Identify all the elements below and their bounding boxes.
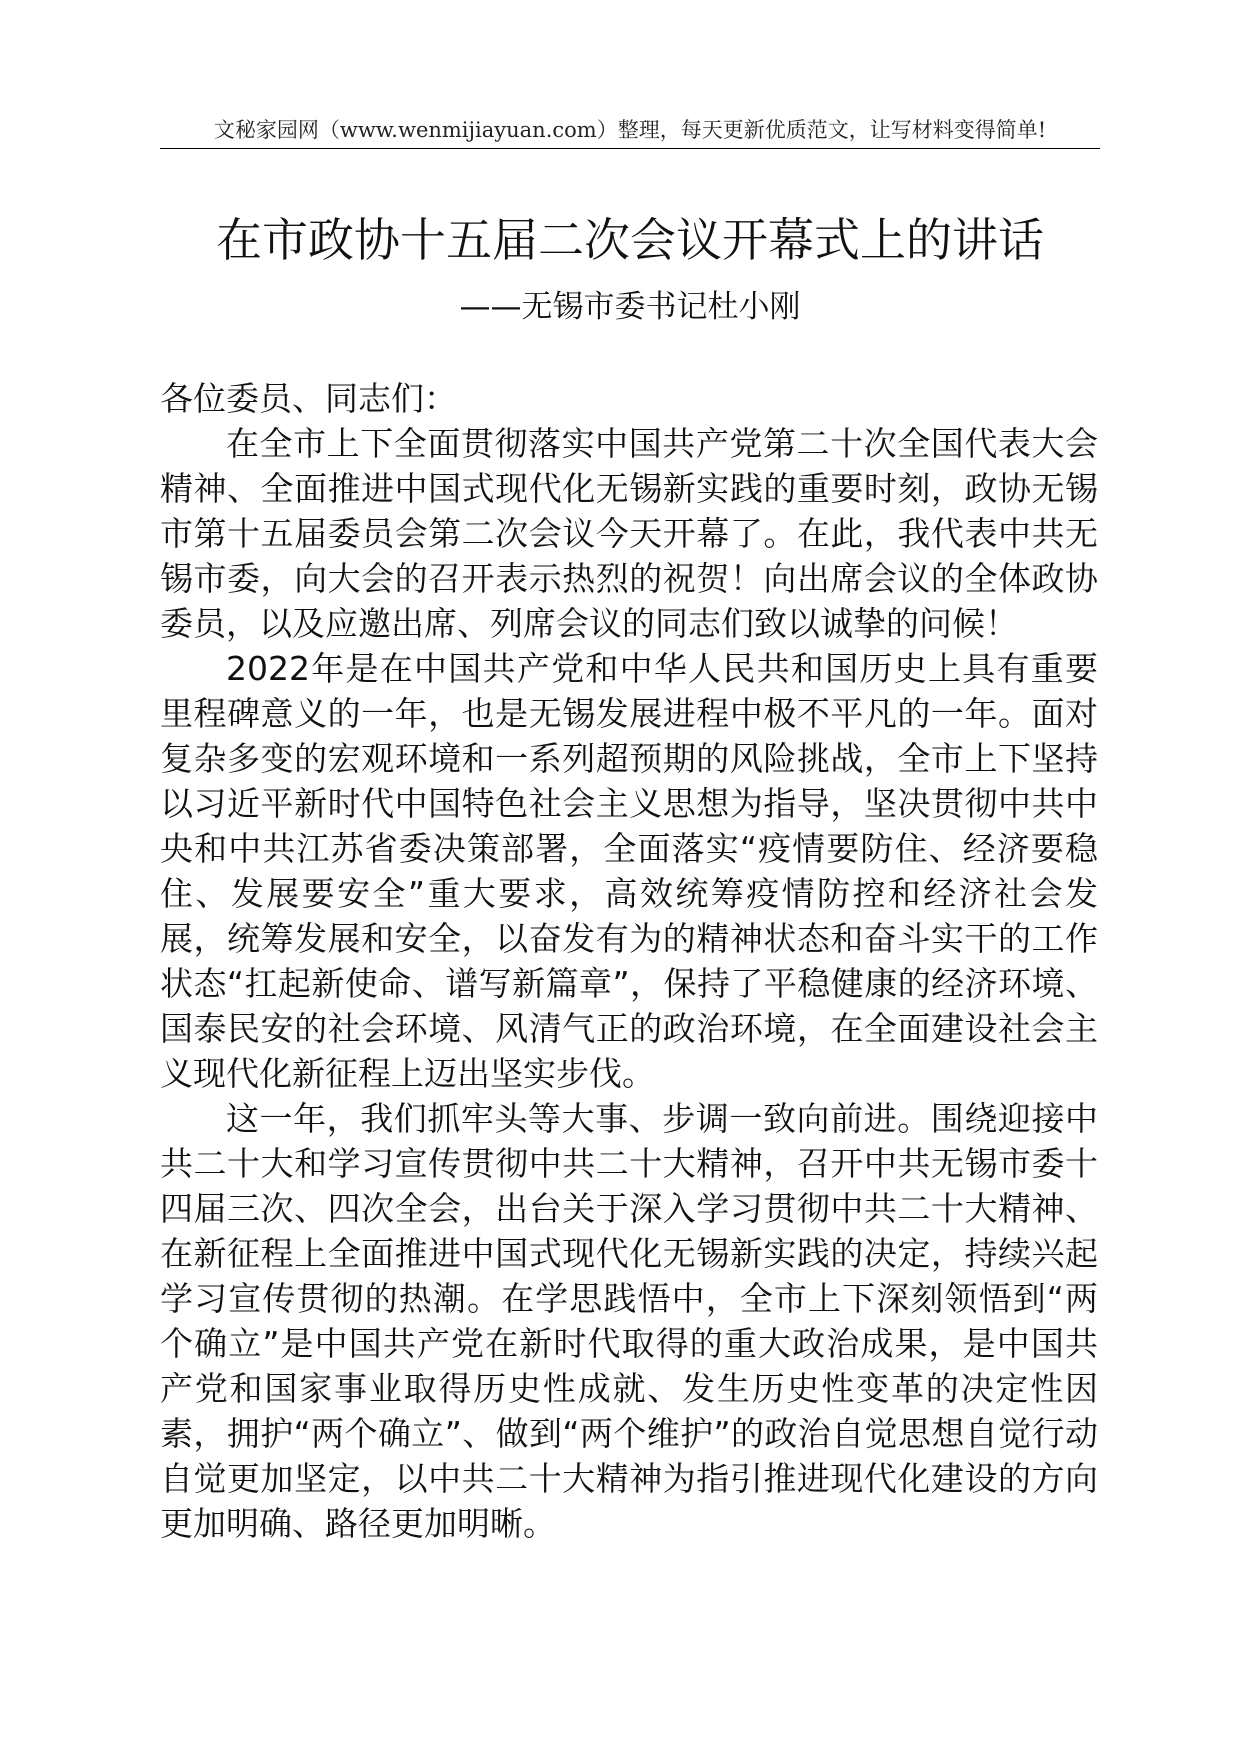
document-title: 在市政协十五届二次会议开幕式上的讲话 (216, 213, 1044, 267)
paragraph-2: 2022年是在中国共产党和中华人民共和国历史上具有重要里程碑意义的一年，也是无锡发展进程中极不平凡的一年。面对复杂多变的宏观环境和一系列超预期的风险挑战，全市上下坚持以习近平新时代中国特色社会主义思想为指导，坚决贯彻中共中央和中共江苏省委决策部署，全面落实“疫情要防住、经济要稳住、发展要安全”重大要求，高效统筹疫情防控和经济社会发展，统筹发展和安全，以奋发有为的精神状态和奋斗实干的工作状态“扛起新使命、谱写新篇章”，保持了平稳健康的经济环境、国泰民安的社会环境、风清气正的政治环境，在全面建设社会主义现代化新征程上迈出坚实步伐。 (160, 649, 1098, 1093)
header-divider (160, 148, 1100, 149)
paragraph-3: 这一年，我们抓牢头等大事、步调一致向前进。围绕迎接中共二十大和学习宣传贯彻中共二十大精神，召开中共无锡市委十四届三次、四次全会，出台关于深入学习贯彻中共二十大精神、在新征程上全面推进中国式现代化无锡新实践的决定，持续兴起学习宣传贯彻的热潮。在学思践悟中，全市上下深刻领悟到“两个确立”是中国共产党在新时代取得的重大政治成果，是中国共产党和国家事业取得历史性成就、发生历史性变革的决定性因素，拥护“两个确立”、做到“两个维护”的政治自觉思想自觉行动自觉更加坚定，以中共二十大精神为指引推进现代化建设的方向更加明确、路径更加明晰。 (160, 1099, 1098, 1543)
document-body (160, 376, 1098, 1546)
paragraph-1: 在全市上下全面贯彻落实中国共产党第二十次全国代表大会精神、全面推进中国式现代化无锡新实践的重要时刻，政协无锡市第十五届委员会第二次会议今天开幕了。在此，我代表中共无锡市委，向大会的召开表示热烈的祝贺！向出席会议的全体政协委员，以及应邀出席、列席会议的同志们致以诚挚的问候！ (160, 424, 1098, 643)
page-header-text: 文秘家园网（www.wenmijiayuan.com）整理，每天更新优质范文，让写材料变得简单! (213, 118, 1047, 142)
document-subtitle: ——无锡市委书记杜小刚 (459, 289, 801, 325)
salutation: 各位委员、同志们： (160, 379, 457, 418)
